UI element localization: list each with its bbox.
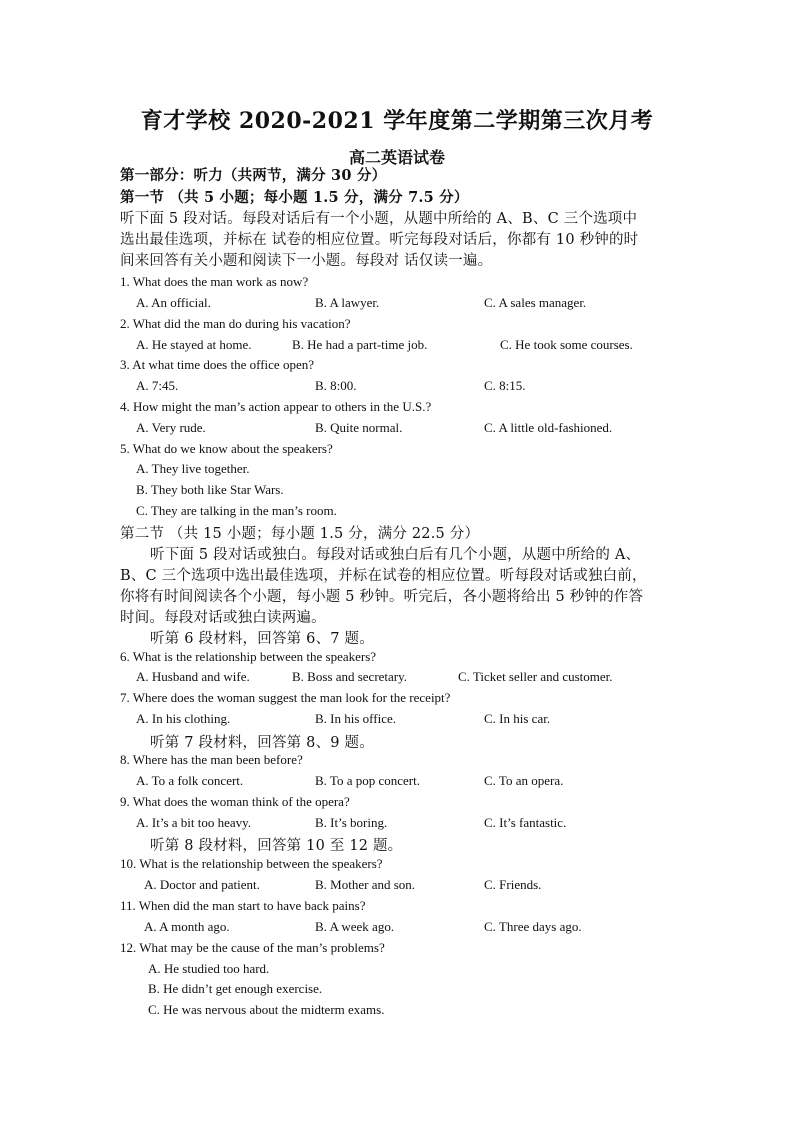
question-stem: 1. What does the man work as now? (120, 274, 309, 289)
option-b: B. 8:00. (315, 378, 357, 393)
instruction-line: 听下面 5 段对话。每段对话后有一个小题，从题中所给的 A、B、C 三个选项中 (120, 211, 638, 227)
option-c: C. Ticket seller and customer. (458, 669, 613, 684)
material-cue: 听第 6 段材料，回答第 6、7 题。 (150, 631, 374, 647)
part1-heading: 第一部分：听力（共两节，满分 30 分） (120, 167, 387, 184)
instruction-line: 选出最佳选项，并标在 试卷的相应位置。听完每段对话后，你都有 10 秒钟的时 (120, 232, 639, 248)
option-c: C. It’s fantastic. (484, 815, 567, 830)
option-c: C. In his car. (484, 711, 551, 726)
section2-instruction-line: 时间。每段对话或独白读两遍。 (120, 610, 326, 626)
option-c: C. Friends. (484, 877, 542, 892)
option-b: B. He didn’t get enough exercise. (148, 981, 323, 996)
page-title: 育才学校 2020-2021 学年度第二学期第三次月考 (140, 108, 654, 134)
question-stem: 7. Where does the woman suggest the man look for the receipt? (120, 690, 451, 705)
option-a: A. In his clothing. (136, 711, 231, 726)
question-stem: 5. What do we know about the speakers? (120, 441, 333, 456)
option-a: A. Husband and wife. (136, 669, 250, 684)
option-a: A. A month ago. (144, 919, 230, 934)
option-b: B. Boss and secretary. (292, 669, 408, 684)
page-subtitle: 高二英语试卷 (348, 148, 445, 167)
section2-heading: 第二节 （共 15 小题；每小题 1.5 分，满分 22.5 分） (120, 526, 480, 542)
option-c: C. 8:15. (484, 378, 526, 393)
option-a: A. He stayed at home. (136, 337, 252, 352)
section2-instruction-line: B、C 三个选项中选出最佳选项，并标在试卷的相应位置。听每段对话或独白前， (120, 568, 647, 584)
option-c: C. He was nervous about the midterm exams. (148, 1002, 385, 1017)
material-cue: 听第 8 段材料，回答第 10 至 12 题。 (150, 838, 403, 854)
option-a: A. An official. (136, 295, 211, 310)
option-c: C. A little old-fashioned. (484, 420, 613, 435)
question-stem: 10. What is the relationship between the speakers? (120, 856, 383, 871)
option-b: B. It’s boring. (315, 815, 388, 830)
instruction-line: 间来回答有关小题和阅读下一小题。每段对 话仅读一遍。 (120, 253, 493, 269)
option-a: A. Doctor and patient. (144, 877, 260, 892)
option-b: B. A week ago. (315, 919, 395, 934)
option-b: B. They both like Star Wars. (136, 482, 284, 497)
material-cue: 听第 7 段材料，回答第 8、9 题。 (150, 735, 374, 751)
option-a: A. It’s a bit too heavy. (136, 815, 252, 830)
question-stem: 2. What did the man do during his vacation? (120, 316, 351, 331)
option-b: B. Mother and son. (315, 877, 416, 892)
question-stem: 11. When did the man start to have back pains? (120, 898, 366, 913)
option-a: A. They live together. (136, 461, 250, 476)
option-a: A. Very rude. (136, 420, 206, 435)
question-stem: 9. What does the woman think of the opera? (120, 794, 350, 809)
option-c: C. Three days ago. (484, 919, 582, 934)
option-b: B. To a pop concert. (315, 773, 420, 788)
option-c: C. They are talking in the man’s room. (136, 503, 337, 518)
option-a: A. 7:45. (136, 378, 179, 393)
option-b: B. In his office. (315, 711, 396, 726)
section1-heading: 第一节 （共 5 小题；每小题 1.5 分，满分 7.5 分） (120, 189, 469, 206)
question-stem: 4. How might the man’s action appear to others in the U.S.? (120, 399, 432, 414)
question-stem: 6. What is the relationship between the speakers? (120, 649, 377, 664)
option-a: A. To a folk concert. (136, 773, 244, 788)
section2-instruction-line: 听下面 5 段对话或独白。每段对话或独白后有几个小题，从题中所给的 A、 (150, 547, 641, 563)
option-c: C. He took some courses. (500, 337, 633, 352)
option-b: B. He had a part-time job. (292, 337, 428, 352)
question-stem: 3. At what time does the office open? (120, 357, 314, 372)
option-c: C. A sales manager. (484, 295, 587, 310)
option-b: B. A lawyer. (315, 295, 380, 310)
option-a: A. He studied too hard. (148, 961, 270, 976)
option-b: B. Quite normal. (315, 420, 403, 435)
question-stem: 8. Where has the man been before? (120, 752, 303, 767)
question-stem: 12. What may be the cause of the man’s problems? (120, 940, 385, 955)
section2-instruction-line: 你将有时间阅读各个小题，每小题 5 秒钟。听完后，各小题将给出 5 秒钟的作答 (120, 589, 644, 605)
option-c: C. To an opera. (484, 773, 564, 788)
